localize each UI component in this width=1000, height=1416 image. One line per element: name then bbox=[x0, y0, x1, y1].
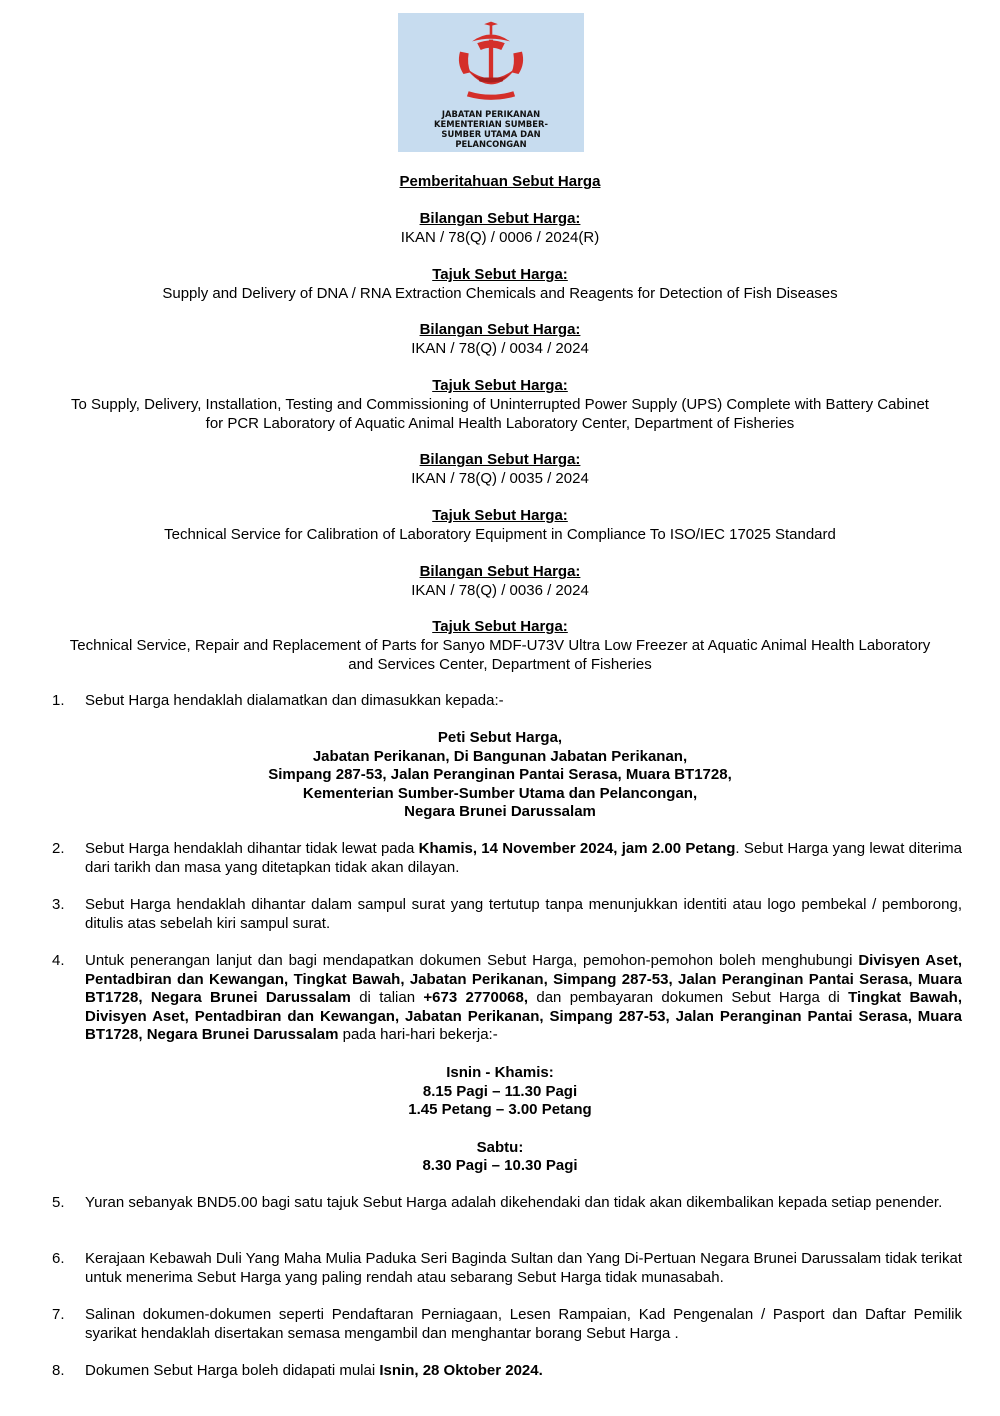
notice-title: Pemberitahuan Sebut Harga bbox=[399, 173, 601, 190]
logo-text-line: SUMBER UTAMA DAN bbox=[441, 129, 541, 139]
item-text-part: dan pembayaran dokumen Sebut Harga di bbox=[528, 989, 849, 1006]
logo-text-line: KEMENTERIAN SUMBER- bbox=[434, 119, 548, 129]
quotation-number-label: Bilangan Sebut Harga: bbox=[419, 563, 581, 580]
item-text-part: . Sebut Harga yang lewat diterima dari tarikh dan masa yang ditetapkan tidak akan dilayan. bbox=[85, 840, 963, 876]
item-text-part: Dokumen Sebut Harga boleh didapati mulai bbox=[85, 1362, 380, 1379]
quotation-title-label: Tajuk Sebut Harga: bbox=[432, 618, 568, 635]
quotation-title: for PCR Laboratory of Aquatic Animal Health Laboratory Center, Department of Fisheries bbox=[205, 415, 795, 432]
address-line: Jabatan Perikanan, Di Bangunan Jabatan Perikanan, bbox=[312, 748, 688, 765]
quotation-title: Technical Service, Repair and Replacement of Parts for Sanyo MDF-U73V Ultra Low Freezer at Aquatic Animal Health Laboratory bbox=[69, 637, 931, 654]
quotation-title-label: Tajuk Sebut Harga: bbox=[432, 377, 568, 394]
quotation-number: IKAN / 78(Q) / 0006 / 2024(R) bbox=[400, 229, 600, 246]
item-number: 1. bbox=[52, 692, 65, 709]
address-line: Simpang 287-53, Jalan Peranginan Pantai Serasa, Muara BT1728, bbox=[268, 766, 732, 783]
quotation-number-label: Bilangan Sebut Harga: bbox=[419, 210, 581, 227]
address-line: Negara Brunei Darussalam bbox=[404, 803, 596, 820]
item-number: 3. bbox=[52, 896, 65, 913]
item-text bbox=[85, 840, 962, 877]
quotation-number: IKAN / 78(Q) / 0035 / 2024 bbox=[411, 470, 589, 487]
item-text-part: pada hari-hari bekerja:- bbox=[338, 1026, 498, 1043]
item-text: Yuran sebanyak BND5.00 bagi satu tajuk Sebut Harga adalah dikehendaki dan tidak akan dikembalikan kepada setiap penender. bbox=[85, 1194, 943, 1211]
payment-address: Tingkat Bawah, Divisyen Aset, Pentadbiran dan Kewangan, Jabatan Perikanan, Simpang 287-53, Jalan Peranginan Pantai Serasa, Muara BT1728, Negara Brunei Darussalam bbox=[85, 989, 962, 1043]
quotation-title: and Services Center, Department of Fisheries bbox=[348, 656, 652, 673]
item-text bbox=[85, 1362, 962, 1381]
item-number: 2. bbox=[52, 840, 65, 857]
hours-weekday-label: Isnin - Khamis: bbox=[446, 1064, 554, 1081]
item-number: 4. bbox=[52, 952, 65, 969]
availability-date: Isnin, 28 Oktober 2024. bbox=[379, 1362, 543, 1379]
quotation-number-label: Bilangan Sebut Harga: bbox=[419, 321, 581, 338]
item-text: Sebut Harga hendaklah dihantar dalam sampul surat yang tertutup tanpa menunjukkan identiti atau logo pembekal / pemborong, ditulis atas sebelah kiri sampul surat. bbox=[85, 896, 962, 932]
quotation-title: Technical Service for Calibration of Laboratory Equipment in Compliance To ISO/IEC 17025 Standard bbox=[164, 526, 836, 543]
item-text bbox=[85, 952, 962, 1045]
item-text-part: Sebut Harga hendaklah dihantar tidak lewat pada bbox=[85, 840, 419, 857]
item-text: Kerajaan Kebawah Duli Yang Maha Mulia Paduka Seri Baginda Sultan dan Yang Di-Pertuan Negara Brunei Darussalam tidak terikat untuk menerima Sebut Harga yang paling rendah atau sebarang Sebut Harga tidak munasabah. bbox=[85, 1250, 962, 1286]
deadline-text: Khamis, 14 November 2024, jam 2.00 Petang bbox=[418, 840, 736, 857]
quotation-title: Supply and Delivery of DNA / RNA Extraction Chemicals and Reagents for Detection of Fish Diseases bbox=[162, 285, 838, 302]
phone-number: +673 2770068, bbox=[423, 989, 529, 1006]
quotation-title-label: Tajuk Sebut Harga: bbox=[432, 266, 568, 283]
item-text-part: Untuk penerangan lanjut dan bagi mendapatkan dokumen Sebut Harga, pemohon-pemohon boleh menghubungi bbox=[85, 952, 859, 969]
item-number: 8. bbox=[52, 1362, 65, 1379]
brunei-crest-icon bbox=[448, 19, 534, 105]
quotation-number-label: Bilangan Sebut Harga: bbox=[419, 451, 581, 468]
item-number: 5. bbox=[52, 1194, 65, 1211]
quotation-title-label: Tajuk Sebut Harga: bbox=[432, 507, 568, 524]
department-logo bbox=[398, 13, 584, 152]
hours-slot: 8.15 Pagi – 11.30 Pagi bbox=[422, 1083, 578, 1100]
logo-text-line: JABATAN PERIKANAN bbox=[441, 109, 541, 119]
quotation-number: IKAN / 78(Q) / 0036 / 2024 bbox=[411, 582, 589, 599]
item-text: Sebut Harga hendaklah dialamatkan dan dimasukkan kepada:- bbox=[85, 692, 504, 709]
hours-saturday-label: Sabtu: bbox=[476, 1139, 524, 1156]
item-text-part: di talian bbox=[350, 989, 424, 1006]
item-number: 7. bbox=[52, 1306, 65, 1323]
hours-slot: 1.45 Petang – 3.00 Petang bbox=[408, 1101, 592, 1118]
item-number: 6. bbox=[52, 1250, 65, 1267]
logo-caption bbox=[398, 109, 584, 149]
address-line: Peti Sebut Harga, bbox=[437, 729, 563, 746]
address-line: Kementerian Sumber-Sumber Utama dan Pelancongan, bbox=[302, 785, 698, 802]
quotation-number: IKAN / 78(Q) / 0034 / 2024 bbox=[411, 340, 589, 357]
logo-text-line: PELANCONGAN bbox=[455, 139, 527, 149]
item-text: Salinan dokumen-dokumen seperti Pendaftaran Perniagaan, Lesen Rampaian, Kad Pengenalan / Pasport dan Daftar Pemilik syarikat hendaklah disertakan semasa mengambil dan menghantar borang Sebut Harga . bbox=[85, 1306, 962, 1342]
contact-address: Divisyen Aset, Pentadbiran dan Kewangan, Tingkat Bawah, Jabatan Perikanan, Simpang 287-53, Jalan Peranginan Pantai Serasa, Muara BT1728, Negara Brunei Darussalam bbox=[85, 952, 962, 1006]
hours-slot: 8.30 Pagi – 10.30 Pagi bbox=[422, 1157, 578, 1174]
quotation-title: To Supply, Delivery, Installation, Testing and Commissioning of Uninterrupted Power Supply (UPS) Complete with Battery Cabinet bbox=[71, 396, 929, 413]
